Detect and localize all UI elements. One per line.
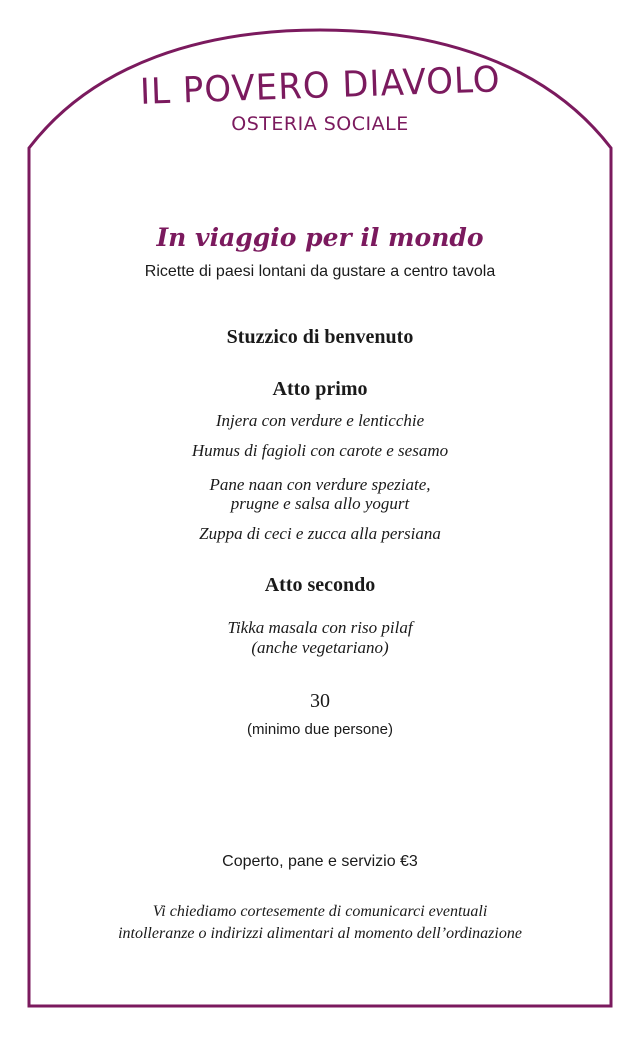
price-note: (minimo due persone) xyxy=(247,721,393,738)
menu-item: Humus di fagioli con carote e sesamo xyxy=(191,441,449,460)
restaurant-logo xyxy=(0,58,640,136)
menu-item: Tikka masala con riso pilaf xyxy=(227,618,413,637)
logo-name: IL POVERO DIAVOLO xyxy=(139,58,501,114)
menu-price: 30 xyxy=(310,690,330,712)
menu-item: Zuppa di ceci e zucca alla persiana xyxy=(199,524,441,543)
menu-item: Pane naan con verdure speziate, xyxy=(209,475,431,494)
menu-item-note: (anche vegetariano) xyxy=(251,638,389,657)
menu-item: Injera con verdure e lenticchie xyxy=(215,411,425,430)
act2-heading: Atto secondo xyxy=(264,574,376,596)
menu-subtitle: Ricette di paesi lontani da gustare a centro tavola xyxy=(144,263,496,280)
welcome-heading: Stuzzico di benvenuto xyxy=(226,326,414,348)
allergy-notice-line1: Vi chiediamo cortesemente di comunicarci eventuali xyxy=(152,903,488,920)
cover-charge: Coperto, pane e servizio €3 xyxy=(222,853,418,870)
act1-heading: Atto primo xyxy=(272,378,368,400)
allergy-notice-line2: intolleranze o indirizzi alimentari al momento dell’ordinazione xyxy=(118,925,522,942)
menu-item-continued: prugne e salsa allo yogurt xyxy=(230,494,410,513)
menu-title: In viaggio per il mondo xyxy=(156,223,484,252)
logo-subtitle: OSTERIA SOCIALE xyxy=(231,113,409,135)
